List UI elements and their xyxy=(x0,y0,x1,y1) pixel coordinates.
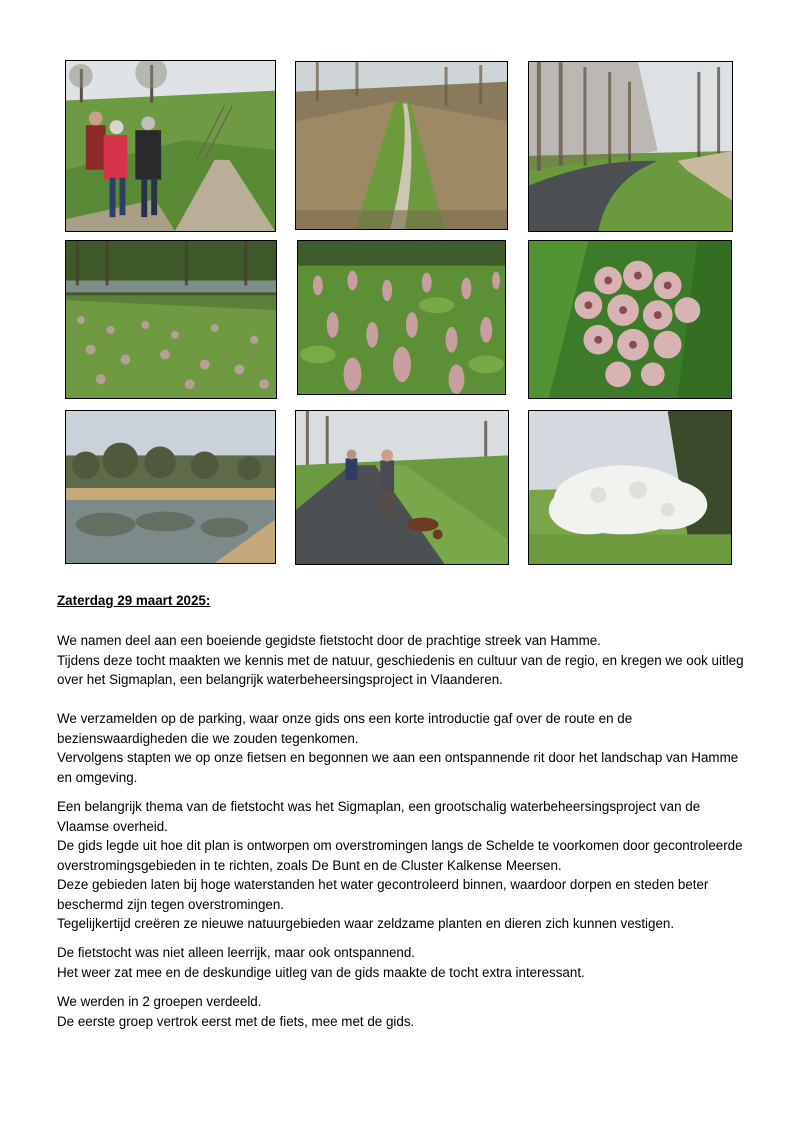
photo-butterbur-closeup-field xyxy=(297,240,506,395)
photo-butterbur-field-river xyxy=(65,240,277,399)
paragraph-line: De eerste groep vertrok eerst met de fiets, mee met de gids. xyxy=(57,1013,415,1029)
paragraph-line: We werden in 2 groepen verdeeld. xyxy=(57,994,262,1009)
photo-narrow-path-dyke xyxy=(295,61,508,230)
photo-lake-reflection xyxy=(65,410,276,564)
paragraph-line: We verzamelden op de parking, waar onze gids ons een korte introductie gaf over de route en de bezienswaardigheden die we zouden tegenkomen. xyxy=(57,711,633,746)
photo-butterbur-flower-macro xyxy=(528,240,732,399)
paragraph-4 xyxy=(57,943,747,982)
paragraph-line: Tegelijkertijd creëren ze nieuwe natuurgebieden waar zeldzame planten en dieren zich kunnen vestigen. xyxy=(57,916,675,931)
paragraph-line: Het weer zat mee en de deskundige uitleg van de gids maakte de tocht extra interessant. xyxy=(57,964,585,980)
paragraph-line: Tijdens deze tocht maakten we kennis met de natuur, geschiedenis en cultuur van de regio, en kregen we ook uitleg over het Sigmaplan, een belangrijk waterbeheersingsproject in Vlaanderen. xyxy=(57,652,744,687)
paragraph-line: Een belangrijk thema van de fietstocht was het Sigmaplan, een grootschalig waterbeheersingsproject van de Vlaamse overheid. xyxy=(57,799,701,834)
article-heading: Zaterdag 29 maart 2025: xyxy=(57,593,211,608)
paragraph-2 xyxy=(57,709,747,787)
paragraph-line: Vervolgens stapten we op onze fietsen en begonnen we aan een ontspannende rit door het landschap van Hamme en omgeving. xyxy=(57,750,739,785)
paragraph-line: De gids legde uit hoe dit plan is ontworpen om overstromingen langs de Schelde te voorkomen door gecontroleerde overstromingsgebieden in te richten, zoals De Bunt en de Cluster Kalkense Meersen. xyxy=(57,838,743,873)
paragraph-1 xyxy=(57,631,747,690)
paragraph-line: De fietstocht was niet alleen leerrijk, maar ook ontspannend. xyxy=(57,945,416,960)
paragraph-5 xyxy=(57,992,747,1031)
photo-blossoming-shrub xyxy=(528,410,732,565)
photo-walkers-dyke xyxy=(65,60,276,232)
paragraph-line: Deze gebieden laten bij hoge waterstanden het water gecontroleerd binnen, waardoor dorpen en steden beter beschermd zijn tegen overstromingen. xyxy=(57,877,709,912)
paragraph-line: We namen deel aan een boeiende gegidste fietstocht door de prachtige streek van Hamme. xyxy=(57,633,601,648)
photo-curving-road xyxy=(528,61,733,232)
paragraph-3 xyxy=(57,797,747,934)
photo-walkers-with-dog xyxy=(295,410,509,565)
